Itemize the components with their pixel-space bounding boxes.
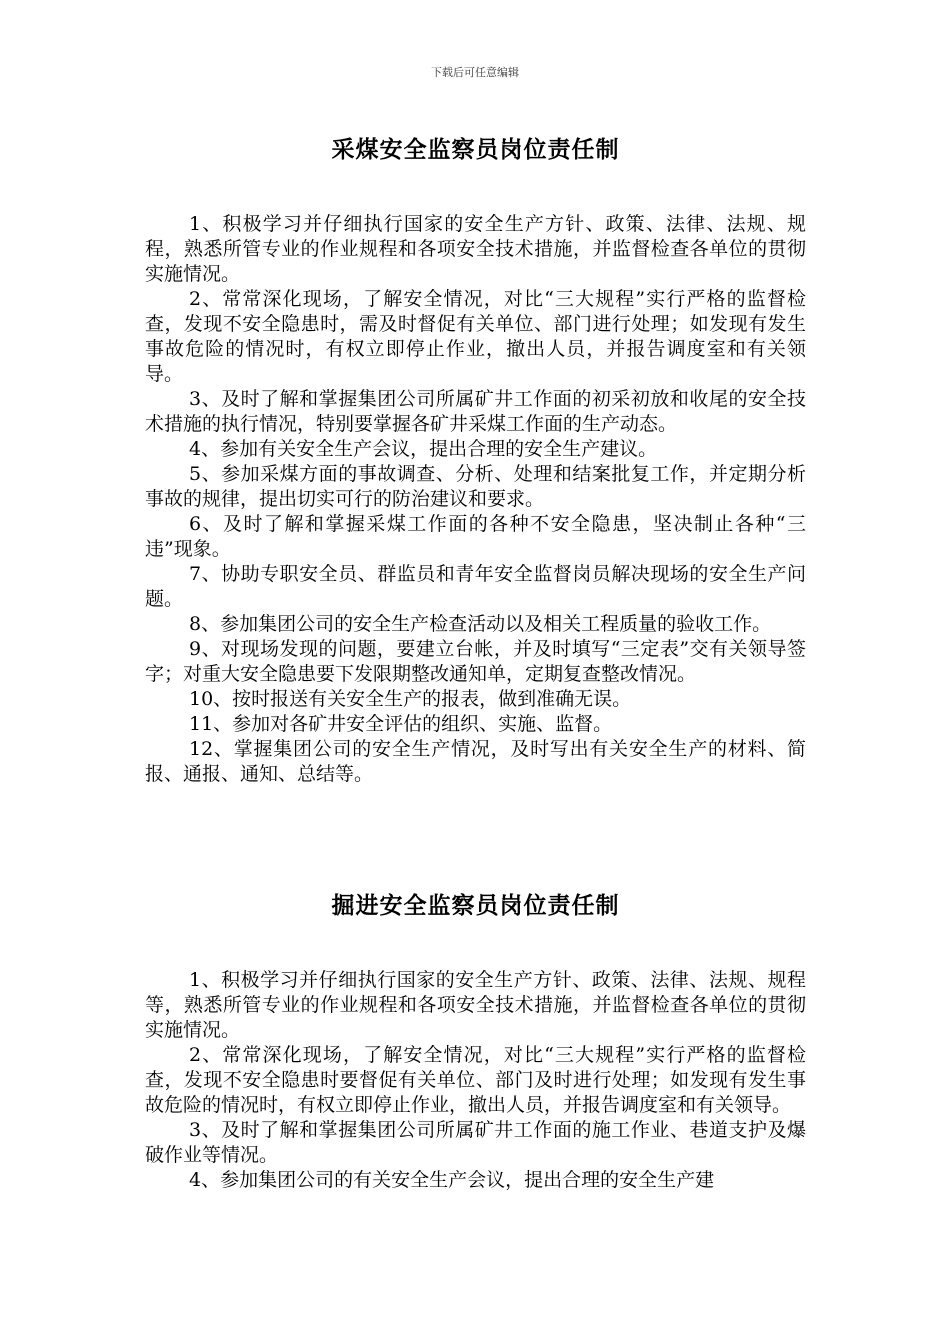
section-list-tunneling	[145, 968, 806, 1193]
list-item: 11、参加对各矿井安全评估的组织、实施、监督。	[189, 713, 613, 735]
list-item: 2、常常深化现场，了解安全情况，对比“三大规程”实行严格的监督检查，发现不安全隐患时，需及时督促有关单位、部门进行处理；如发现有发生事故危险的情况时，有权立即停止作业，撤出人员，并报告调度室和有关领导。	[145, 288, 806, 385]
list-item: 4、参加集团公司的有关安全生产会议，提出合理的安全生产建	[189, 1169, 715, 1191]
section-title-tunneling: 掘进安全监察员岗位责任制	[331, 893, 620, 919]
list-item: 7、协助专职安全员、群监员和青年安全监督岗员解决现场的安全生产问题。	[145, 563, 806, 610]
list-item: 5、参加采煤方面的事故调查、分析、处理和结案批复工作，并定期分析事故的规律，提出切实可行的防治建议和要求。	[145, 463, 806, 510]
list-item: 8、参加集团公司的安全生产检查活动以及相关工程质量的验收工作。	[189, 613, 772, 635]
list-item: 6、及时了解和掌握采煤工作面的各种不安全隐患，坚决制止各种“三违”现象。	[145, 513, 806, 560]
section-title-coal-mining: 采煤安全监察员岗位责任制	[331, 137, 620, 163]
list-item: 4、参加有关安全生产会议，提出合理的安全生产建议。	[189, 438, 658, 460]
list-item: 12、掌握集团公司的安全生产情况，及时写出有关安全生产的材料、简报、通报、通知、总结等。	[145, 738, 806, 785]
list-item: 1、积极学习并仔细执行国家的安全生产方针、政策、法律、法规、规程等，熟悉所管专业的作业规程和各项安全技术措施，并监督检查各单位的贯彻实施情况。	[145, 969, 806, 1041]
list-item: 3、及时了解和掌握集团公司所属矿井工作面的初采初放和收尾的安全技术措施的执行情况，特别要掌握各矿井采煤工作面的生产动态。	[145, 388, 806, 435]
list-item: 10、按时报送有关安全生产的报表，做到准确无误。	[189, 688, 632, 710]
list-item: 1、积极学习并仔细执行国家的安全生产方针、政策、法律、法规、规程，熟悉所管专业的作业规程和各项安全技术措施，并监督检查各单位的贯彻实施情况。	[145, 213, 806, 285]
section-list-coal-mining	[145, 212, 806, 787]
list-item: 3、及时了解和掌握集团公司所属矿井工作面的施工作业、巷道支护及爆破作业等情况。	[145, 1119, 806, 1166]
page-header-note: 下载后可任意编辑	[431, 66, 519, 79]
list-item: 9、对现场发现的问题，要建立台帐，并及时填写“三定表”交有关领导签字；对重大安全隐患要下发限期整改通知单，定期复查整改情况。	[145, 638, 806, 685]
list-item: 2、常常深化现场，了解安全情况，对比“三大规程”实行严格的监督检查，发现不安全隐患时要督促有关单位、部门及时进行处理；如发现有发生事故危险的情况时，有权立即停止作业，撤出人员，并报告调度室和有关领导。	[145, 1044, 806, 1116]
